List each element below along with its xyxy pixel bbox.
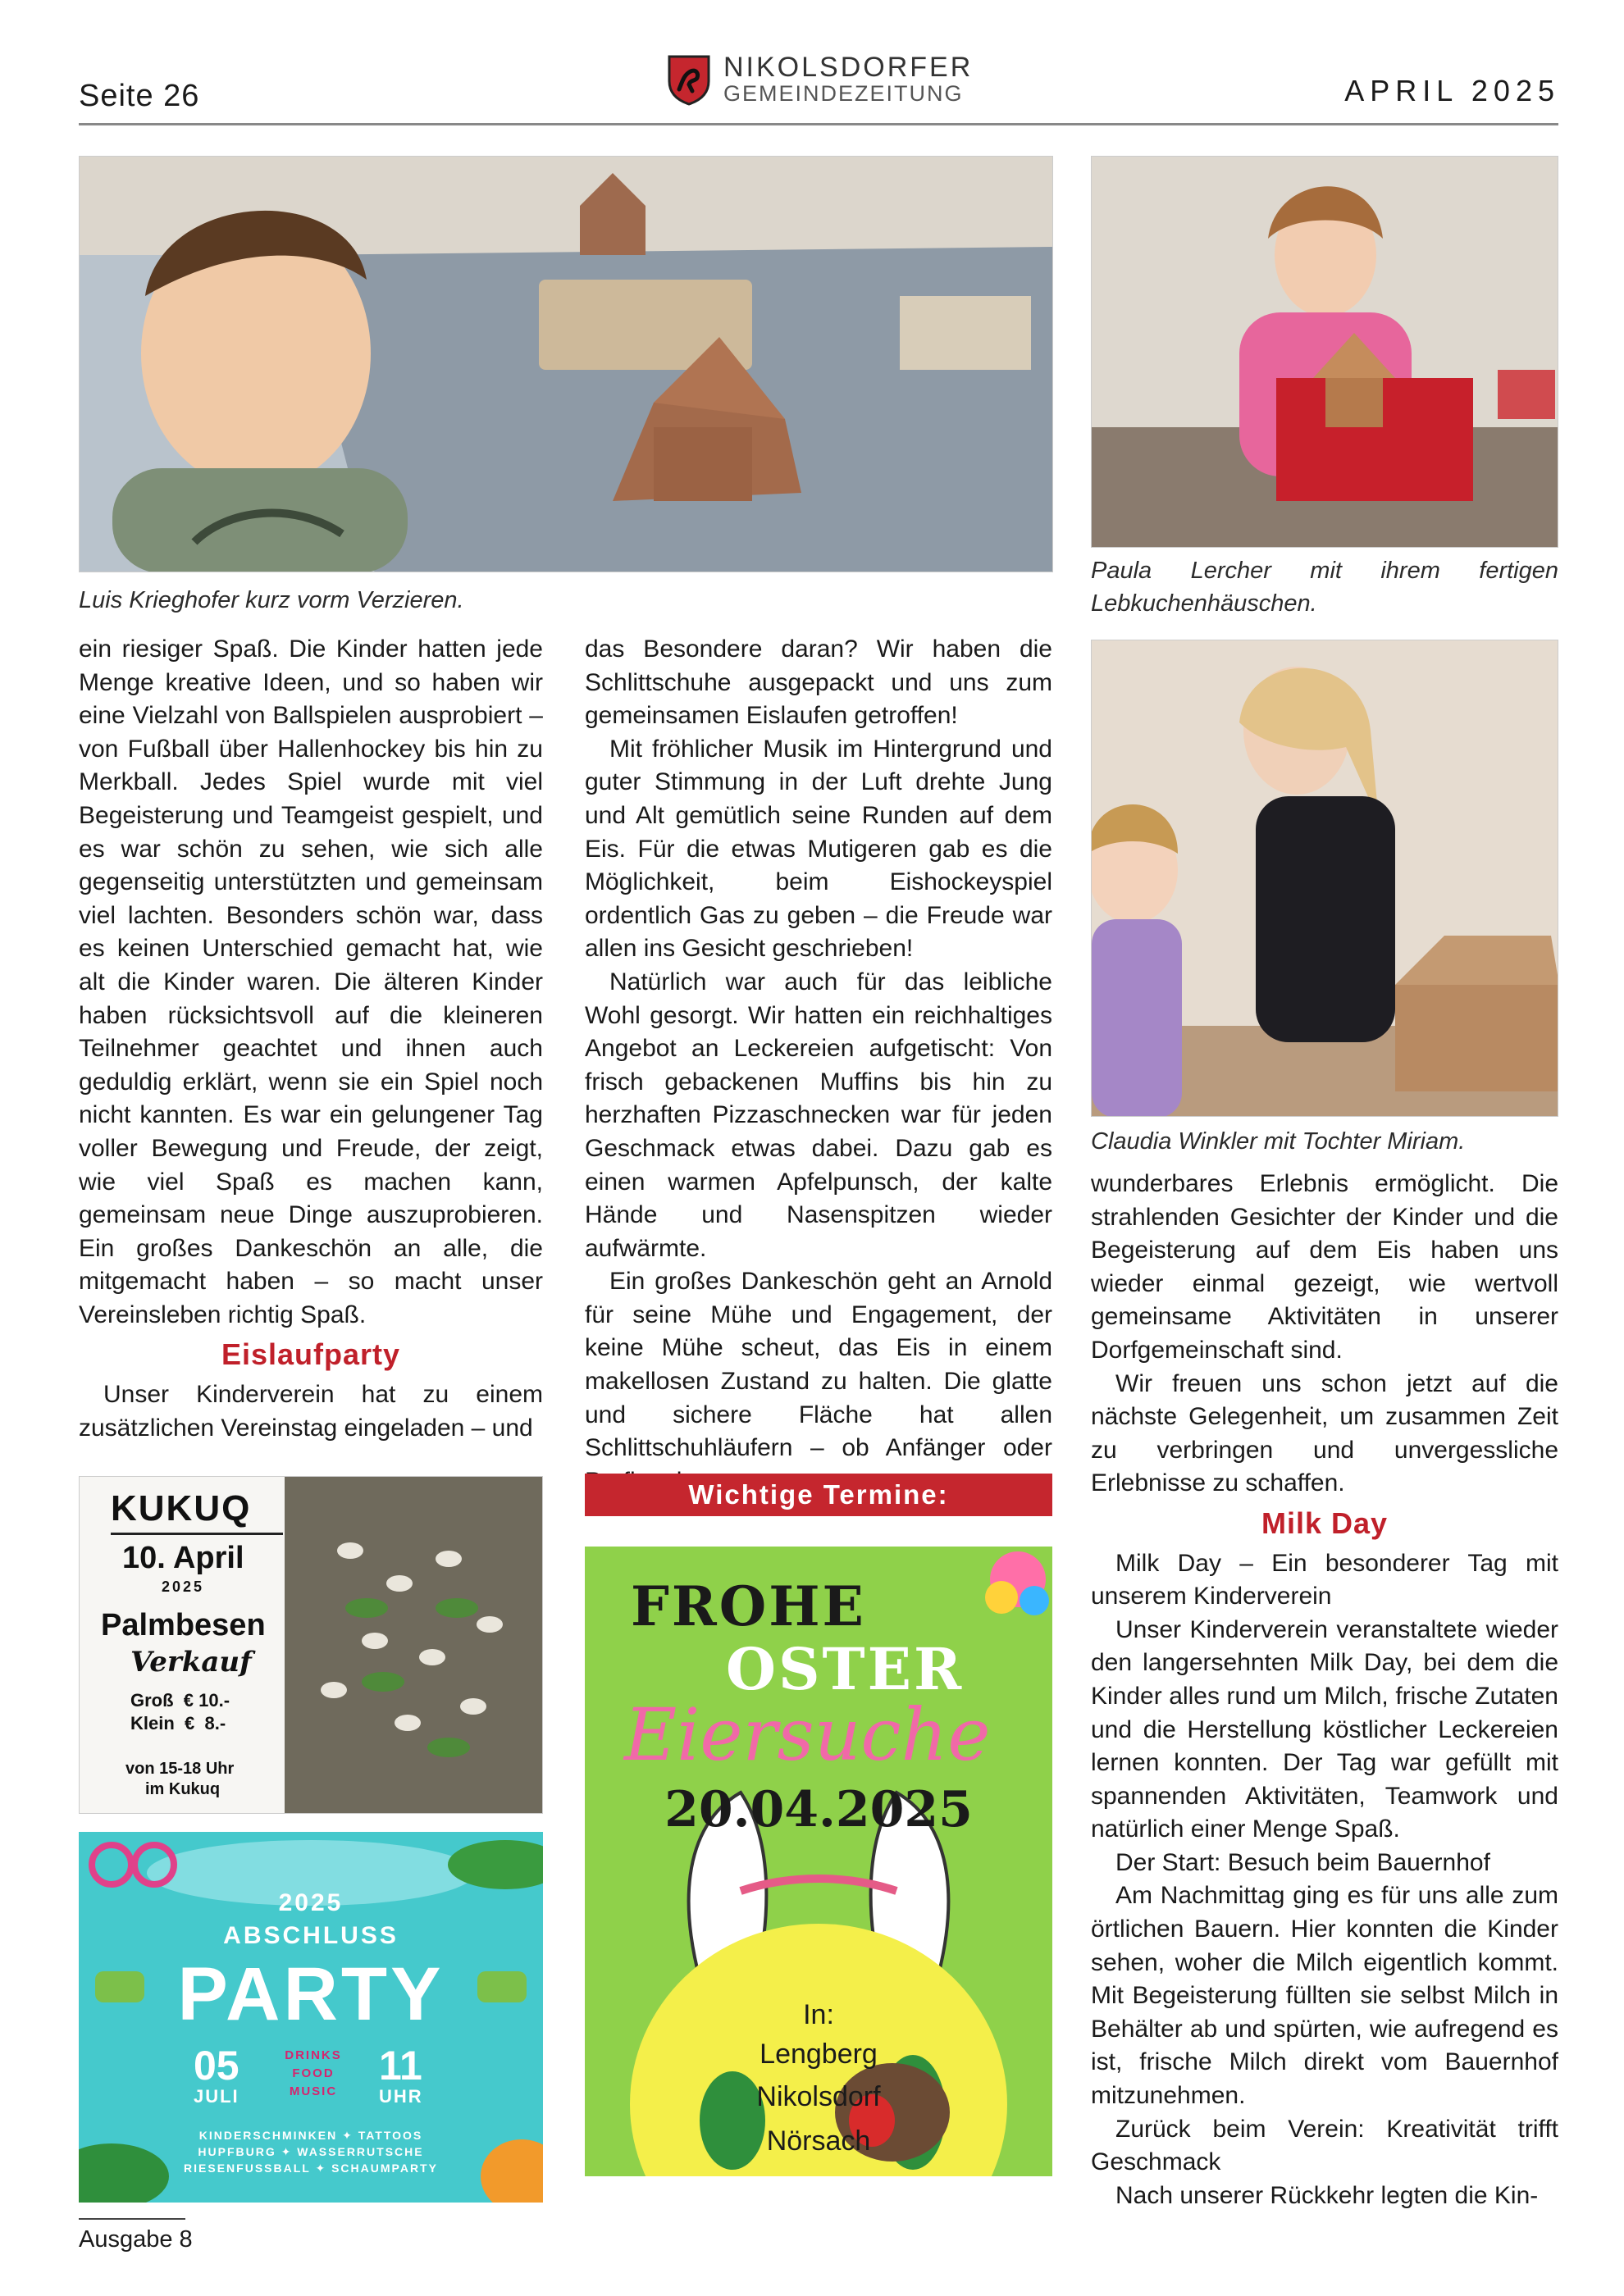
ad-kukuq-price-small: Klein € 8.- xyxy=(130,1713,226,1733)
masthead-title: NIKOLSDORFER xyxy=(723,52,974,83)
page-number: Seite 26 xyxy=(79,79,200,113)
ad-party-title: PARTY xyxy=(177,1952,445,2036)
paragraph: Mit fröhlicher Musik im Hintergrund und guter Stimmung in der Luft drehte Jung und Alt gemütlich seine Runden auf dem Eis. Für die etwas Mutigeren gab es die Möglichkeit, beim Eishockeyspiel ordentlich Gas zu geben – die Freude war allen ins Gesicht geschrieben! xyxy=(585,735,1052,963)
ad-party-activity-3: RIESENFUSSBALL ✦ SCHAUMPARTY xyxy=(184,2162,438,2175)
ad-easter-place2: Nikolsdorf xyxy=(756,2081,881,2112)
issue-month: APRIL 2025 xyxy=(1344,74,1560,107)
ad-kukuq-event2: Verkauf xyxy=(130,1646,252,1679)
paragraph: Unser Kinderverein veranstaltete wieder den langersehnten Milk Day, bei dem die Kinder alles rund um Milch, frische Zutaten und die Herstellung köstlicher Leckereien lernen konnten. Der Tag war gefüllt mit spannenden Aktivitäten, Teamwork und natürlich einer Menge Spaß. xyxy=(1091,1615,1558,1843)
subheading-kreativitaet: Zurück beim Verein: Kreativität trifft Geschmack xyxy=(1091,2115,1558,2176)
paragraph: Natürlich war auch für das leibliche Wohl gesorgt. Wir hatten ein reichhaltiges Angebot an Leckereien aufgetischt: Von frisch gebackenen Muffins bis hin zu herzhaften Pizzaschnecken war für jeden Geschmack etwas dabei. Dazu gab es einen warmen Apfelpunsch, der kalte Hände und Nasenspitzen wieder aufwärmte. xyxy=(585,968,1052,1262)
article-column-1 xyxy=(79,633,543,1445)
photo-gingerbread-boy xyxy=(79,156,1053,572)
caption-photo3: Claudia Winkler mit Tochter Miriam. xyxy=(1091,1128,1466,1155)
masthead-subtitle: GEMEINDEZEITUNG xyxy=(723,81,964,106)
ad-party-subtitle: ABSCHLUSS xyxy=(223,1922,399,1949)
ad-easter-place1: Lengberg xyxy=(760,2039,878,2070)
footer-rule xyxy=(79,2218,185,2220)
ad-party-activity-2: HUPFBURG ✦ WASSERRUTSCHE xyxy=(198,2145,424,2158)
ad-kukuq-time: von 15-18 Uhr xyxy=(125,1760,235,1778)
ad-easter-date: 20.04.2025 xyxy=(664,1781,973,1838)
photo-girl-gingerbread xyxy=(1091,156,1558,548)
ad-party-hour: 11 xyxy=(379,2043,422,2089)
section-heading-milk-day: Milk Day xyxy=(1261,1506,1389,1540)
header-rule xyxy=(79,123,1558,125)
ad-kukuq-event: Palmbesen xyxy=(101,1608,266,1642)
ad-party-day: 05 xyxy=(194,2043,239,2089)
ad-easter-line2: OSTER xyxy=(726,1635,965,1703)
ad-easter-line3: Eiersuche xyxy=(624,1692,991,1777)
important-dates-banner: Wichtige Termine: xyxy=(585,1474,1052,1516)
photo-mother-daughter xyxy=(1091,640,1558,1117)
willow-bouquet-icon xyxy=(285,1477,543,1814)
paragraph: ein riesiger Spaß. Die Kinder hatten jede Menge kreative Ideen, und so haben wir eine Vielzahl von Ballspielen ausprobiert – von Fußball über Hallenhockey bis hin zu Merkball. Jedes Spiel wurde mit viel Begeisterung und Teamgeist gespielt, und es war schön zu sehen, wie sich alle gegenseitig unterstützten und gemeinsam viel lachten. Besonders schön war, dass es keinen Unterschied gemacht hat, wie alt die Kinder waren. Die älteren Kinder haben rücksichtsvoll auf die kleineren Teilnehmer geachtet und ihnen auch geduldig erklärt, wenn sie ein Spiel noch nicht kannten. Es war ein gelungener Tag voller Bewegung und Freude, der zeigt, wie viel Spaß es machen kann, gemeinsam neue Dinge auszuprobieren. Ein großes Dankeschön an alle, die mitgemacht haben – so macht unser Vereinsleben richtig Spaß. xyxy=(79,636,543,1328)
ad-party-activity-1: KINDERSCHMINKEN ✦ TATTOOS xyxy=(198,2129,423,2142)
paragraph: Ein großes Dankeschön geht an Arnold für seine Mühe und Engagement, der keine Mühe scheut, das Eis in einem makellosen Zustand zu halten. Die glatte und sichere Fläche hat allen Schlittschuhläufern – ob Anfänger oder xyxy=(585,1268,1052,1462)
caption-photo1: Luis Krieghofer kurz vorm Verzieren. xyxy=(79,587,464,613)
ad-party-hour-unit: UHR xyxy=(379,2086,423,2107)
ad-kukuq-place: im Kukuq xyxy=(145,1780,221,1798)
ad-kukuq-price-large: Groß € 10.- xyxy=(130,1690,230,1711)
article-column-3 xyxy=(1091,1168,1558,2212)
ad-kukuq-year: 2025 xyxy=(162,1578,205,1595)
ad-kukuq-date: 10. April xyxy=(122,1541,244,1575)
paragraph: Wir freuen uns schon jetzt auf die nächste Gelegenheit, um zusammen Zeit zu verbringen und unvergessliche Erlebnisse zu schaffen. xyxy=(1091,1369,1558,1497)
paragraph: das Besondere daran? Wir haben die Schlittschuhe ausgepackt und uns zum gemeinsamen Eislaufen getroffen! xyxy=(585,636,1052,730)
ad-kukuq-title: KUKUQ xyxy=(111,1488,252,1528)
section-heading-eislaufparty: Eislaufparty xyxy=(221,1337,401,1372)
subheading-bauernhof: Der Start: Besuch beim Bauernhof xyxy=(1115,1848,1490,1876)
issue-number: Ausgabe 8 xyxy=(79,2226,193,2253)
paragraph: Milk Day – Ein besonderer Tag mit unserem Kinderverein xyxy=(1091,1549,1558,1610)
ad-party-year: 2025 xyxy=(278,1889,344,1916)
ad-easter-line1: FROHE xyxy=(631,1574,866,1638)
ad-abschluss-party xyxy=(79,1832,543,2203)
ad-easter-in: In: xyxy=(803,1999,834,2030)
masthead-logo xyxy=(666,51,978,108)
paragraph: Nach unserer Rückkehr legten die Kin- xyxy=(1115,2181,1539,2209)
paragraph: Unser Kinderverein hat zu einem zusätzlichen Vereinstag eingeladen – und xyxy=(79,1381,543,1442)
paragraph: wunderbares Erlebnis ermöglicht. Die strahlenden Gesichter der Kinder und die Begeisterung auf dem Eis haben uns wieder einmal gezeigt, wie wertvoll gemeinsame Aktivitäten in unserer Dorfgemeinschaft sind. xyxy=(1091,1170,1558,1364)
ad-oster-eiersuche xyxy=(585,1547,1052,2176)
paragraph: Am Nachmittag ging es für uns alle zum örtlichen Bauern. Hier konnten die Kinder sehen, woher die Milch eigentlich kommt. Mit Begeisterung füllten sie selbst Milch in Behälter ab und spürten, wie aufregend es ist, frische Milch direkt vom Bauernhof mitzunehmen. xyxy=(1091,1882,1558,2110)
ad-party-drinks-food-music: DRINKS FOOD MUSIC xyxy=(285,2048,342,2098)
article-column-2 xyxy=(585,633,1052,1498)
ad-party-month: JULI xyxy=(194,2086,239,2107)
ad-kukuq-palmbesen xyxy=(79,1476,543,1814)
caption-photo2: Paula Lercher mit ihrem fertigen Lebkuchenhäuschen. xyxy=(1091,558,1558,617)
coat-of-arms-icon xyxy=(666,53,712,106)
ad-easter-place3: Nörsach xyxy=(766,2125,871,2157)
